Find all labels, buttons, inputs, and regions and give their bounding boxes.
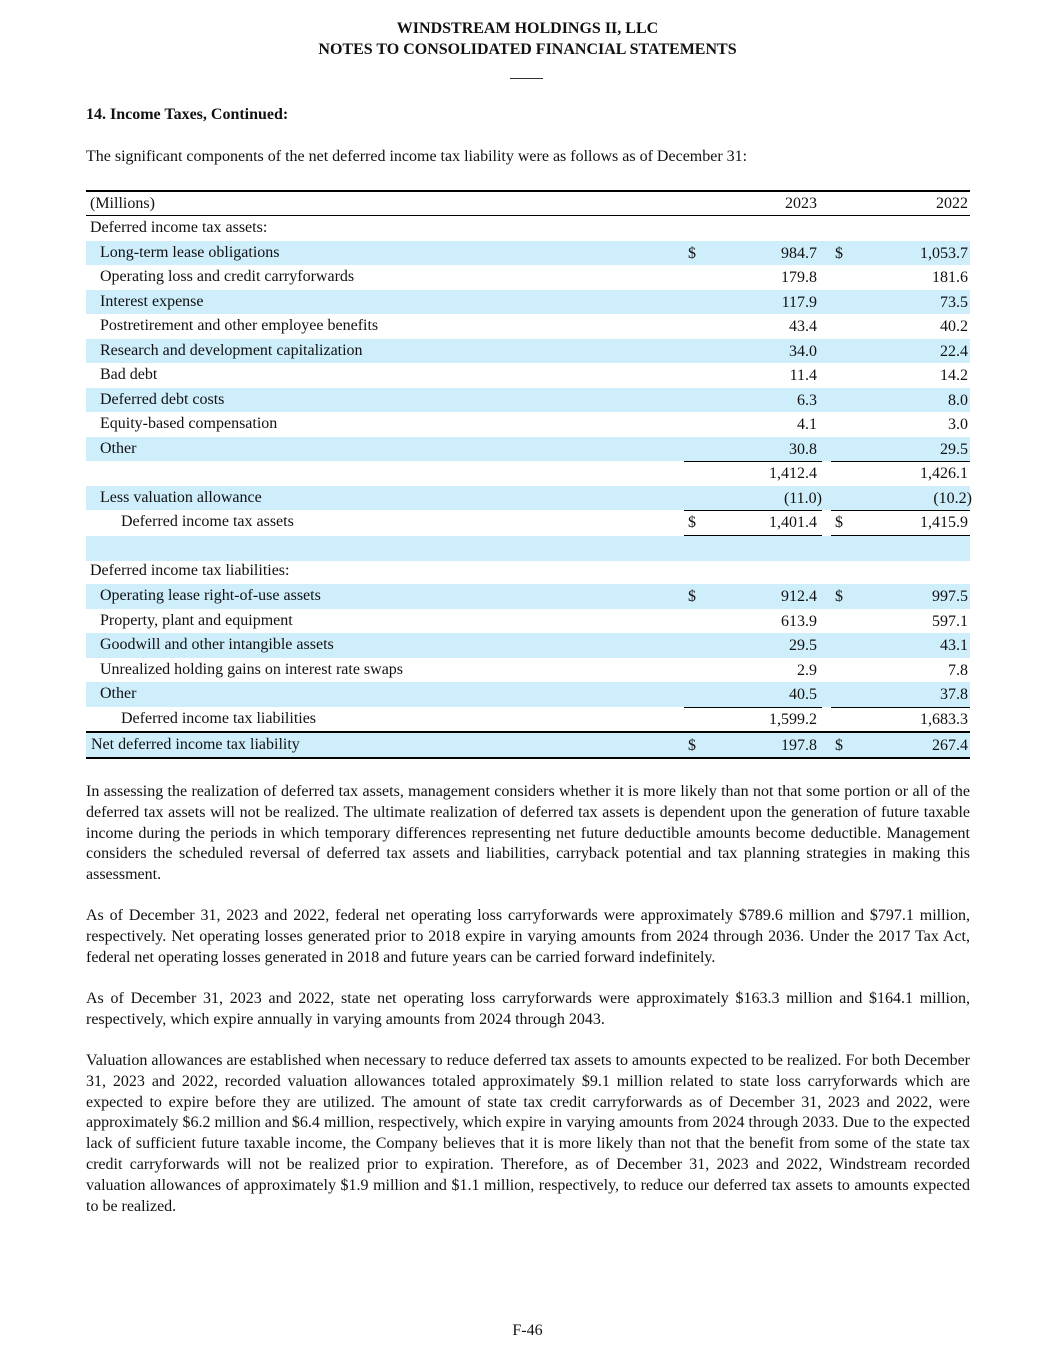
paragraph-valuation-allowances: Valuation allowances are established when necessary to reduce deferred tax assets to amounts expected to be realized. For both December 31, 2023 and 2022, recorded valuation allowances totaled approximately $9.1 million related to state loss carryforwards which are expected to expire before they are utilized. The amount of state tax credit carryforwards as of December 31, 2023 and 2022, were approximately $6.2 million and $6.4 million, respectively, which expire in varying amounts from 2024 through 2033. Due to the expected lack of sufficient future taxable income, the Company believes that it is more likely than not that the benefit from some of the state tax credit carryforwards will not be realized prior to expiration. Therefore, as of December 31, 2023 and 2022, Windstream recorded valuation allowances of approximately $1.9 million and $1.1 million, respectively, to reduce our deferred tax assets to amounts expected to be realized.	[86, 1052, 970, 1215]
value-2023: (11.0)	[783, 489, 822, 507]
table-row	[86, 363, 970, 388]
row-label: Other	[100, 439, 137, 457]
value-2023: 117.9	[781, 293, 817, 311]
table-row	[86, 437, 970, 462]
value-2023: 4.1	[797, 416, 817, 433]
row-label: Equity-based compensation	[100, 415, 278, 432]
value-2023: 1,599.2	[769, 711, 817, 728]
value-2022: 1,426.1	[920, 465, 968, 482]
value-2023: 1,412.4	[769, 465, 817, 482]
row-label: Deferred income tax liabilities	[121, 710, 317, 727]
value-2022: 1,683.3	[920, 711, 968, 728]
table-row	[86, 314, 970, 339]
liabilities-heading-row	[86, 559, 970, 584]
net-liability-bottom-rule	[86, 757, 970, 759]
value-2022: 8.0	[948, 391, 968, 409]
paragraph-state-nol: As of December 31, 2023 and 2022, state net operating loss carryforwards were approximately $163.3 million and $164.1 million, respectively, which expire annually in varying amounts from 2024 through 2043.	[86, 990, 970, 1028]
table-row	[86, 412, 970, 437]
value-2023: 30.8	[789, 440, 817, 458]
currency-symbol: $	[835, 244, 843, 262]
row-label: Operating lease right-of-use assets	[100, 587, 321, 604]
table-row	[86, 265, 970, 290]
value-2023: 2.9	[797, 661, 817, 679]
value-2023: 40.5	[789, 686, 817, 703]
currency-symbol: $	[688, 737, 696, 754]
table-row	[86, 682, 970, 707]
currency-symbol: $	[688, 588, 696, 605]
value-2022: 43.1	[940, 637, 968, 654]
currency-symbol: $	[688, 244, 696, 262]
paragraph-federal-nol: As of December 31, 2023 and 2022, federal net operating loss carryforwards were approximately $789.6 million and $797.1 million, respectively. Net operating losses generated prior to 2018 expire in varying amounts from 2024 through 2036. Under the 2017 Tax Act, federal net operating losses generated in 2018 and future years can be carried forward indefinitely.	[86, 907, 970, 966]
asset-subtotal-row	[86, 461, 970, 486]
value-2022: 267.4	[932, 737, 968, 754]
net-assets-row	[86, 510, 970, 535]
net-liability-row	[86, 733, 970, 758]
column-header-2022: 2022	[936, 195, 968, 212]
value-2022: 14.2	[940, 367, 968, 384]
liability-total-row	[86, 707, 970, 732]
value-2022: 37.8	[940, 686, 968, 703]
document-subtitle: NOTES TO CONSOLIDATED FINANCIAL STATEMENTS	[318, 41, 737, 58]
table-row	[86, 633, 970, 658]
row-label: Net deferred income tax liability	[91, 736, 300, 753]
table-row	[86, 584, 970, 609]
value-2022: 29.5	[940, 440, 968, 458]
value-2023: 34.0	[789, 342, 817, 360]
row-label: Deferred income tax assets	[121, 513, 294, 530]
value-2022: 7.8	[948, 661, 968, 679]
table-row	[86, 290, 970, 315]
value-2022: 40.2	[940, 318, 968, 335]
row-label: Long-term lease obligations	[100, 243, 280, 261]
value-2023: 613.9	[781, 612, 817, 630]
column-header-label: (Millions)	[90, 195, 155, 212]
currency-symbol: $	[835, 588, 843, 605]
table-header-row	[86, 192, 970, 217]
row-label: Operating loss and credit carryforwards	[100, 268, 355, 285]
value-2022: 22.4	[940, 342, 968, 360]
row-label: Less valuation allowance	[100, 488, 262, 506]
company-name: WINDSTREAM HOLDINGS II, LLC	[396, 20, 659, 37]
value-2023: 11.4	[789, 367, 817, 384]
intro-text: The significant components of the net deferred income tax liability were as follows as of December 31:	[86, 148, 748, 165]
assets-heading-row	[86, 216, 970, 241]
value-2023: 179.8	[781, 269, 817, 286]
row-label: Deferred debt costs	[100, 390, 225, 408]
row-label: Unrealized holding gains on interest rate swaps	[100, 660, 404, 678]
value-2022: 73.5	[940, 293, 968, 311]
value-2023: 197.8	[781, 737, 817, 754]
table-row	[86, 388, 970, 413]
row-label: Goodwill and other intangible assets	[100, 636, 334, 653]
row-label: Interest expense	[100, 292, 204, 310]
section-title: 14. Income Taxes, Continued:	[86, 106, 289, 123]
value-2023: 43.4	[789, 318, 817, 335]
row-label: Other	[100, 685, 137, 702]
row-label: Postretirement and other employee benefits	[100, 317, 379, 334]
spacer-row	[86, 536, 970, 561]
currency-symbol: $	[835, 737, 843, 754]
value-2023: 1,401.4	[769, 514, 817, 531]
currency-symbol: $	[835, 514, 843, 531]
row-label: Property, plant and equipment	[100, 611, 293, 629]
table-row	[86, 658, 970, 683]
value-2022: 997.5	[932, 588, 968, 605]
value-2023: 984.7	[781, 244, 817, 262]
table-row	[86, 339, 970, 364]
assets-heading: Deferred income tax assets:	[90, 219, 268, 236]
value-2022: 1,053.7	[920, 244, 968, 262]
table-row	[86, 609, 970, 634]
value-2023: 6.3	[797, 391, 817, 409]
liabilities-heading: Deferred income tax liabilities:	[90, 562, 290, 579]
value-2022: 181.6	[932, 269, 968, 286]
value-2023: 912.4	[781, 588, 817, 605]
value-2022: 597.1	[932, 612, 968, 630]
value-2022: 1,415.9	[920, 514, 968, 531]
currency-symbol: $	[688, 514, 696, 531]
column-header-2023: 2023	[785, 195, 817, 212]
row-label: Bad debt	[100, 366, 158, 383]
value-2022: (10.2)	[933, 489, 972, 507]
valuation-allowance-row	[86, 486, 970, 511]
value-2022: 3.0	[948, 416, 968, 433]
header-divider	[510, 78, 543, 79]
table-row	[86, 241, 970, 266]
value-2023: 29.5	[789, 637, 817, 654]
page-number: F-46	[512, 1322, 543, 1339]
row-label: Research and development capitalization	[100, 341, 363, 359]
paragraph-realization: In assessing the realization of deferred tax assets, management considers whether it is more likely than not that some portion or all of the deferred tax assets will not be realized. The ultimate realization of deferred tax assets is dependent upon the generation of future taxable income during the periods in which temporary differences representing net future deductible amounts become deductible. Management considers the scheduled reversal of deferred tax assets and liabilities, carryback potential and tax planning strategies in making this assessment.	[86, 783, 970, 884]
